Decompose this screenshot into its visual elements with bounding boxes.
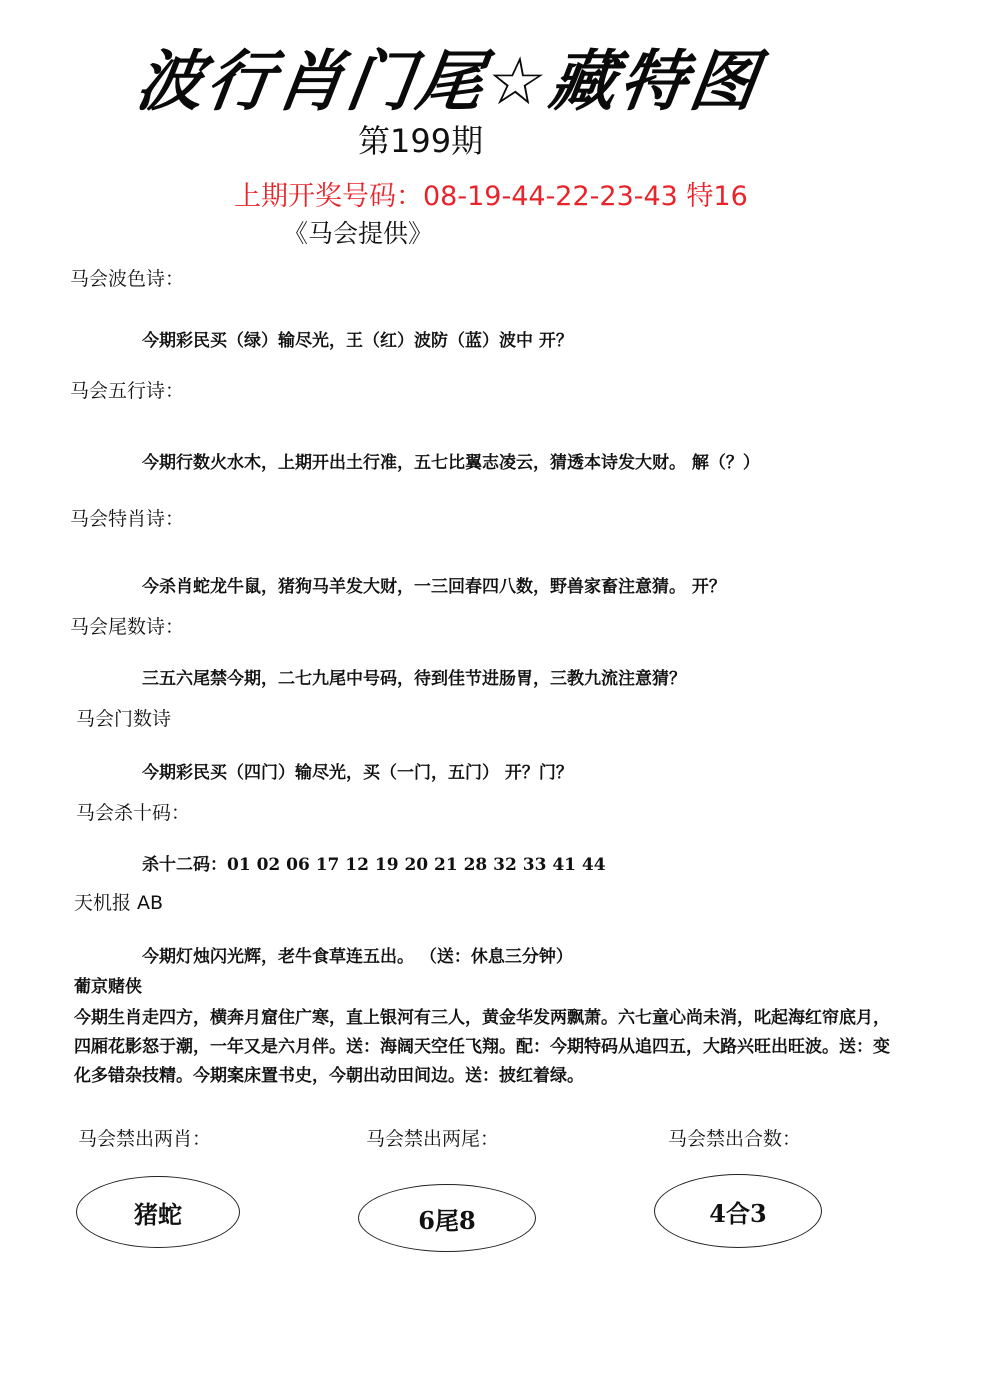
ban-sum-label: 马会禁出合数： xyxy=(668,1128,802,1150)
ban-zodiac-label: 马会禁出两肖： xyxy=(78,1128,212,1150)
section-heading-wave-color: 马会波色诗： xyxy=(70,268,185,290)
section-heading-kill-ten: 马会杀十码： xyxy=(76,802,191,824)
ban-tail-oval xyxy=(358,1184,536,1252)
section-heading-door-number: 马会门数诗 xyxy=(76,708,172,730)
last-draw-results: 上期开奖号码：08-19-44-22-23-43 特16 xyxy=(234,181,748,212)
gambler-heading: 葡京赌侠 xyxy=(74,977,142,997)
section-heading-five-elements: 马会五行诗： xyxy=(70,380,185,402)
section-heading-special-zodiac: 马会特肖诗： xyxy=(70,508,185,530)
section-heading-tianji: 天机报 AB xyxy=(74,892,164,914)
ban-sum-value: 4合3 xyxy=(709,1198,767,1228)
section-text-kill-ten: 杀十二码：01 02 06 17 12 19 20 21 28 32 33 41 44 xyxy=(142,855,606,875)
section-text-five-elements: 今期行数火水木，上期开出土行准，五七比翼志凌云，猜透本诗发大财。 解（？） xyxy=(142,453,760,473)
section-text-tianji: 今期灯烛闪光辉，老牛食草连五出。 （送：休息三分钟） xyxy=(142,947,573,967)
ban-sum-oval xyxy=(654,1174,822,1248)
page-title: 波行肖门尾☆藏特图 xyxy=(131,43,766,120)
ban-tail-label: 马会禁出两尾： xyxy=(366,1128,500,1150)
gambler-paragraph: 今期生肖走四方，横奔月窟住广寒，直上银河有三人，黄金华发两飘萧。六七童心尚未消，叱起海红帘底月，四厢花影怒于潮，一年又是六月伴。送：海阔天空任飞翔。配：今期特码从追四五，大路兴旺出旺波。送：变化多错杂技精。今期案床置书史，今朝出动田间边。送：披红着绿。 xyxy=(74,1008,890,1086)
ban-tail-value: 6尾8 xyxy=(418,1205,476,1235)
issue-number: 第199期 xyxy=(358,122,484,160)
ban-zodiac-oval xyxy=(76,1176,240,1248)
provider-label: 《马会提供》 xyxy=(283,219,434,248)
section-text-door-number: 今期彩民买（四门）输尽光，买（一门，五门） 开？门？ xyxy=(142,763,573,783)
section-heading-tail-number: 马会尾数诗： xyxy=(70,616,185,638)
section-text-special-zodiac: 今杀肖蛇龙牛鼠，猪狗马羊发大财，一三回春四八数，野兽家畜注意猜。 开？ xyxy=(142,577,726,597)
section-text-wave-color: 今期彩民买（绿）输尽光，王（红）波防（蓝）波中 开？ xyxy=(142,331,573,351)
section-text-tail-number: 三五六尾禁今期，二七九尾中号码，待到佳节进肠胃，三教九流注意猜？ xyxy=(142,669,686,689)
ban-zodiac-value: 猪蛇 xyxy=(134,1199,182,1229)
